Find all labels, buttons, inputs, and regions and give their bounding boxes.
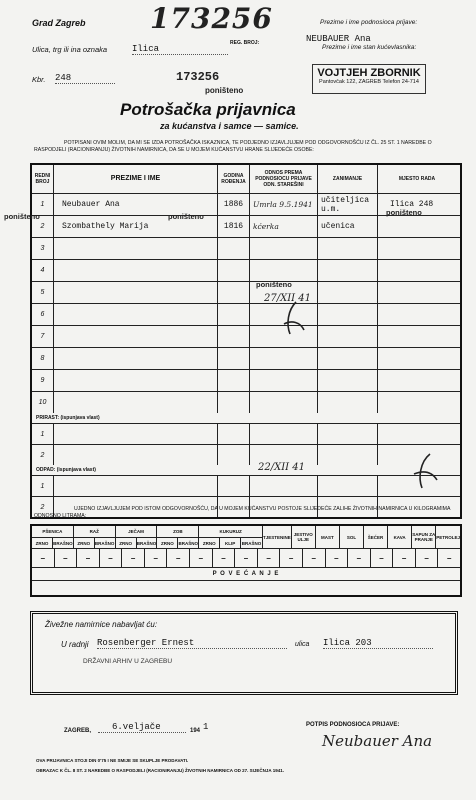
row-year xyxy=(218,260,250,281)
row-workplace xyxy=(378,238,456,259)
date-value: 6.veljače xyxy=(98,722,186,733)
row-year: 1886 xyxy=(218,194,250,215)
stock-table xyxy=(30,524,462,597)
stock-value: – xyxy=(77,549,100,567)
row-occupation: učenica xyxy=(318,216,378,237)
table-row xyxy=(32,216,460,238)
stock-value: – xyxy=(326,549,349,567)
stock-sub-label: BRAŠNO xyxy=(137,538,158,548)
stock-value: – xyxy=(190,549,213,567)
stock-extra-label: KAVA xyxy=(388,526,412,548)
row-occupation xyxy=(318,260,378,281)
row-number: 1 xyxy=(32,476,54,496)
declaration-text: POTPISANI OVIM MOLIM, DA MI SE IZDA POTROŠAČKA ISKAZNICA, TE PODJEDNO IZJAVLJUJEM POD ODGOVORNOŠĆU IZ ČL. 25 ST. 1 NAREDBE O RASPODJELI (RACIONIRANJU) ŽIVOTNIH NAMIRNICA, DA SE U MOJEM KUĆANSTVU HRANE SLIJEDEĆE OSOBE: xyxy=(34,140,432,153)
row-workplace xyxy=(378,282,456,303)
table-row xyxy=(32,392,460,413)
stock-group: ZOB xyxy=(157,526,199,537)
row-number: 7 xyxy=(32,326,54,347)
row-number: 2 xyxy=(32,497,54,517)
grain-sub-labels xyxy=(32,538,262,548)
table-row xyxy=(32,304,460,326)
header-workplace: MJESTO RADA xyxy=(398,176,436,182)
empty-cell xyxy=(218,476,250,496)
row-workplace xyxy=(378,348,456,369)
stock-sub-label: ZRNO xyxy=(157,538,178,548)
stock-value: – xyxy=(55,549,78,567)
stock-value: – xyxy=(100,549,123,567)
row-number: 1 xyxy=(32,424,54,444)
row-relation xyxy=(250,370,318,391)
row-number: 6 xyxy=(32,304,54,325)
cancelled-mark: poništeno xyxy=(256,280,292,289)
row-number: 2 xyxy=(32,445,54,465)
table-row xyxy=(32,424,460,445)
prirast-body xyxy=(32,424,460,465)
empty-cell xyxy=(318,476,378,496)
year-suffix: 1 xyxy=(203,722,209,732)
row-number: 2 xyxy=(32,216,54,237)
table-row xyxy=(32,348,460,370)
cancelled-mark: poništeno xyxy=(168,212,204,221)
row-year xyxy=(218,326,250,347)
stock-value: – xyxy=(416,549,439,567)
row-workplace xyxy=(378,370,456,391)
stock-declaration: UJEDNO IZJAVLJUJEM POD ISTOM ODGOVORNOŠĆU, DA U MOJEM KUĆANSTVU POSTOJE SLIJEDEĆE ZALIHE ŽIVOTNIH NAMIRNICA U KILOGRAMIMA ODNOSNO LITRAMA: xyxy=(34,506,451,519)
empty-cell xyxy=(54,445,218,465)
street-label: Ulica, trg ili ina oznaka xyxy=(32,45,108,54)
row-name: Szombathely Marija xyxy=(54,216,218,237)
stock-sub-label: BRAŠNO xyxy=(95,538,116,548)
handwritten-mark-icon xyxy=(410,452,440,492)
stock-extra-label: TJESTENINE xyxy=(263,526,292,548)
header-year: GODINA ROĐENJA xyxy=(218,165,250,193)
row-relation xyxy=(250,260,318,281)
row-occupation xyxy=(318,392,378,413)
empty-cell xyxy=(250,424,318,444)
row-relation: Umrla 9.5.1941 xyxy=(250,194,318,215)
empty-cell xyxy=(318,424,378,444)
year-prefix: 194 xyxy=(190,728,201,734)
stock-sub-label: ZRNO xyxy=(74,538,95,548)
table-row xyxy=(32,238,460,260)
stock-value: – xyxy=(213,549,236,567)
stock-value: – xyxy=(348,549,371,567)
empty-cell xyxy=(250,476,318,496)
row-relation xyxy=(250,392,318,413)
row-number: 3 xyxy=(32,238,54,259)
printer-name: VOJTJEH ZBORNIK xyxy=(317,67,421,79)
row-year xyxy=(218,392,250,413)
empty-cell xyxy=(378,424,456,444)
purchase-box xyxy=(30,611,458,695)
row-workplace: Ilica 248 xyxy=(390,200,434,209)
row-workplace xyxy=(378,260,456,281)
table-row xyxy=(32,326,460,348)
row-name xyxy=(54,392,218,413)
stock-sub-label: BRAŠNO xyxy=(178,538,199,548)
row-number: 8 xyxy=(32,348,54,369)
row-workplace xyxy=(378,304,456,325)
row-number: 9 xyxy=(32,370,54,391)
household-label: Prezime i ime stan kućevlasnika: xyxy=(322,44,417,51)
city-label: Grad Zagreb xyxy=(32,18,86,28)
increase-row xyxy=(32,581,460,595)
stock-value: – xyxy=(258,549,281,567)
table-row xyxy=(32,476,460,497)
form-subtitle: za kućanstva i samce — samice. xyxy=(160,121,299,131)
empty-cell xyxy=(218,424,250,444)
row-name xyxy=(54,238,218,259)
row-occupation xyxy=(318,370,378,391)
row-number: 1 xyxy=(32,194,54,215)
extra-headers xyxy=(263,526,460,548)
row-occupation: učiteljica u.m. xyxy=(318,194,378,215)
row-number: 5 xyxy=(32,282,54,303)
form-title: Potrošačka prijavnica xyxy=(120,100,296,119)
row-workplace xyxy=(378,392,456,413)
cancelled-mark: poništeno xyxy=(4,212,40,221)
row-year: 1816 xyxy=(218,216,250,237)
reg-label: REG. BROJ: xyxy=(230,40,260,46)
grain-group-header xyxy=(32,526,263,548)
signature: Neubauer Ana xyxy=(322,732,433,750)
row-name xyxy=(54,282,218,303)
stock-value: – xyxy=(393,549,416,567)
form-note: OBRAZAC K ČL. 8 ST. 2 NAREDBE O RASPODJELI (RACIONIRANJU) ŽIVOTNIH NAMIRNICA OD 27. SIJEČNJA 1941. xyxy=(36,768,284,773)
empty-cell xyxy=(54,424,218,444)
stock-value: – xyxy=(122,549,145,567)
purchase-street-value: Ilica 203 xyxy=(323,638,433,649)
row-occupation xyxy=(318,326,378,347)
place-label: ZAGREB, xyxy=(64,728,91,734)
row-workplace xyxy=(378,326,456,347)
printer-address: Pantovčak 122, ZAGREB Telefon 24-714 xyxy=(319,79,419,85)
stamp-number: 173256 xyxy=(176,70,220,84)
archive-stamp: DRŽAVNI ARHIV U ZAGREBU xyxy=(83,658,173,665)
row-year xyxy=(218,282,250,303)
row-occupation xyxy=(318,238,378,259)
row-year xyxy=(218,370,250,391)
header-name: PREZIME I IME xyxy=(54,165,218,193)
odpad-label: ODPAD: (ispunjava vlast) xyxy=(32,465,460,476)
stock-values-row xyxy=(32,549,460,568)
header-num: REDNI BROJ xyxy=(32,165,54,193)
stock-value: – xyxy=(446,553,452,563)
kbr-value: 248 xyxy=(55,73,115,84)
stock-extra-label: MAST xyxy=(316,526,340,548)
row-occupation xyxy=(318,304,378,325)
stock-extra-label: SAPUN ZA PRANJE xyxy=(412,526,436,548)
row-relation: kćerka xyxy=(250,216,318,237)
row-workplace xyxy=(378,216,456,237)
stock-extra-label: JESTIVO ULJE xyxy=(292,526,316,548)
purchase-street-label: ulica xyxy=(295,641,310,648)
stock-value: – xyxy=(145,549,168,567)
shop-label: U radnji xyxy=(61,640,89,649)
stock-group: PŠENICA xyxy=(32,526,74,537)
row-number: 4 xyxy=(32,260,54,281)
empty-cell xyxy=(218,445,250,465)
stock-value: – xyxy=(235,549,258,567)
prirast-label: PRIRAST: (ispunjava vlast) xyxy=(32,413,460,424)
stock-sub-label: ZRNO xyxy=(32,538,53,548)
stock-group: RAŽ xyxy=(74,526,116,537)
row-name xyxy=(54,370,218,391)
row-year xyxy=(218,304,250,325)
street-value: Ilica xyxy=(132,44,228,55)
kbr-label: Kbr. xyxy=(32,75,46,84)
row-number: 10 xyxy=(32,392,54,413)
stock-group: KUKURUZ xyxy=(219,529,242,534)
purchase-label: Živežne namirnice nabavljat ću: xyxy=(45,620,158,629)
header-relation: ODNOS PREMA PODNOSIOCU PRIJAVE ODN. STAREŠINI xyxy=(250,165,318,193)
table-body xyxy=(32,194,460,413)
grain-group-labels xyxy=(32,526,262,538)
stock-value: – xyxy=(167,549,190,567)
handwritten-mark-icon xyxy=(278,300,308,340)
printer-stamp xyxy=(312,64,426,94)
header-occupation: ZANIMANJE xyxy=(318,165,378,193)
stock-sub-label: BRAŠNO xyxy=(241,540,262,546)
table-row xyxy=(32,445,460,465)
row-name xyxy=(54,260,218,281)
empty-cell xyxy=(318,445,378,465)
row-name xyxy=(54,304,218,325)
stock-extra-label: ŠEĆER xyxy=(364,526,388,548)
stock-extra-label: SOL xyxy=(340,526,364,548)
annotation-date: 22/XII 41 xyxy=(258,462,306,473)
row-name xyxy=(54,326,218,347)
increase-label: P O V E Ć A N J E xyxy=(32,568,460,581)
stock-value: – xyxy=(303,549,326,567)
stock-sub-label: KLIP xyxy=(220,538,241,548)
surname-value: NEUBAUER Ana xyxy=(306,34,371,44)
price-note: OVA PRIJAVNICA STOJI DIN 0'75 I NE SMIJE SE SKUPLJE PRODAVATI. xyxy=(36,758,189,763)
row-relation xyxy=(250,348,318,369)
table-row xyxy=(32,370,460,392)
stock-value: – xyxy=(32,549,55,567)
row-name xyxy=(54,348,218,369)
cancelled-stamp-header: poništeno xyxy=(205,86,244,95)
table-row xyxy=(32,260,460,282)
row-occupation xyxy=(318,348,378,369)
cancelled-mark: poništeno xyxy=(386,208,422,217)
shop-value: Rosenberger Ernest xyxy=(97,638,287,649)
stock-sub-label: BRAŠNO xyxy=(53,538,74,548)
signature-label: POTPIS PODNOSIOCA PRIJAVE: xyxy=(306,722,400,728)
stock-sub-label: ZRNO xyxy=(116,538,137,548)
row-name: Neubauer Ana xyxy=(54,194,218,215)
stock-value: – xyxy=(371,549,394,567)
doc-number: 173256 xyxy=(150,2,273,35)
surname-label: Prezime i ime podnosioca prijave: xyxy=(320,19,418,26)
row-year xyxy=(218,348,250,369)
stock-group: JEČAM xyxy=(116,526,158,537)
stock-value: – xyxy=(280,549,303,567)
empty-cell xyxy=(54,476,218,496)
row-relation xyxy=(250,238,318,259)
table-header xyxy=(32,165,460,194)
stock-sub-label: ZRNO xyxy=(199,538,220,548)
row-year xyxy=(218,238,250,259)
row-occupation xyxy=(318,282,378,303)
stock-header xyxy=(32,526,460,549)
stock-extra-label: PETROLEJ xyxy=(436,534,460,540)
annotation-date: 27/XII 41 xyxy=(264,293,312,304)
table-row xyxy=(32,282,460,304)
